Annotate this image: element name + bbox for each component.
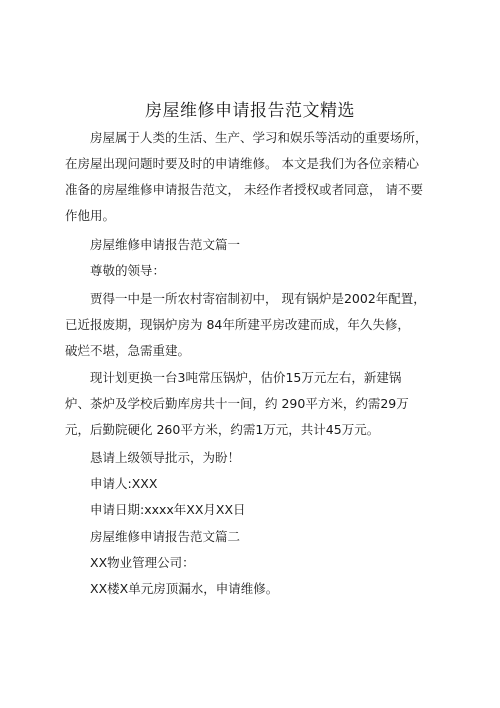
issue-line: XX楼X单元房顶漏水，申请维修。 — [90, 581, 279, 596]
sample2-heading: 房屋维修申请报告范文篇二 — [90, 529, 241, 544]
document-title: 房屋维修申请报告范文精选 — [145, 101, 355, 121]
apply-date-line: 申请日期:xxxx年XX月XX日 — [90, 502, 246, 517]
company-line: XX物业管理公司： — [90, 555, 195, 570]
intro-line-2: 在房屋出现问题时要及时的申请维修。 本文是我们为各位亲精心 — [65, 156, 419, 171]
salutation: 尊敬的领导： — [90, 263, 166, 278]
para2-line-3: 元，后勤院硬化 260平方米，约需1万元，共计45万元。 — [65, 422, 380, 437]
sample1-heading: 房屋维修申请报告范文篇一 — [90, 237, 241, 252]
intro-line-1: 房屋属于人类的生活、生产、学习和娱乐等活动的重要场所， — [90, 130, 428, 145]
para1-line-1: 贾得一中是一所农村寄宿制初中， 现有锅炉是2002年配置， — [90, 291, 426, 306]
para1-line-2: 已近报废期，现锅炉房为 84年所建平房改建而成，年久失修， — [65, 317, 410, 332]
intro-line-3: 准备的房屋维修申请报告范文， 未经作者授权或者同意， 请不要 — [65, 182, 423, 197]
para2-line-1: 现计划更换一台3吨常压锅炉，估价15万元左右，新建锅 — [90, 370, 402, 385]
para1-line-3: 破烂不堪，急需重建。 — [65, 343, 191, 358]
request-line: 恳请上级领导批示，为盼！ — [90, 450, 241, 465]
intro-line-4: 作他用。 — [65, 208, 116, 223]
para2-line-2: 炉、茶炉及学校后勤库房共十一间，约 290平方米，约需29万 — [65, 396, 409, 411]
applicant-line: 申请人:XXX — [90, 476, 158, 491]
